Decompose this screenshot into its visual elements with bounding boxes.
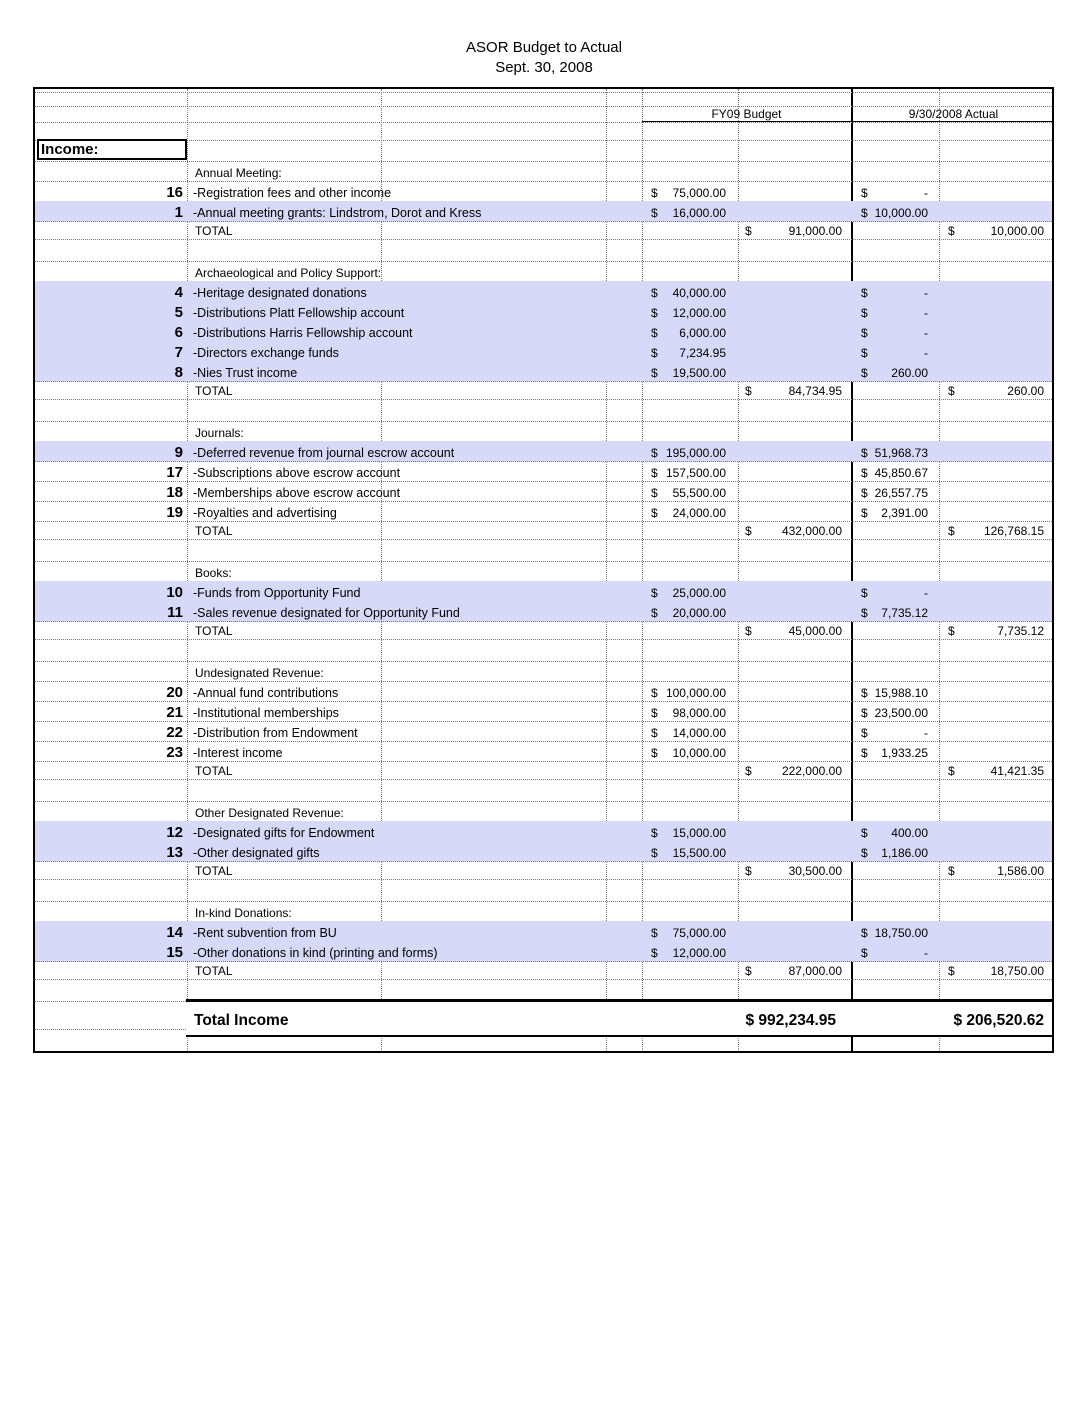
budget-value: 55,500.00 [672,486,726,500]
actual-header: 9/30/2008 Actual [908,107,999,121]
currency-sign: $ [651,366,658,380]
currency-sign: $ [651,446,658,460]
budget-total: 91,000.00 [788,224,842,238]
table-row [35,321,1052,342]
currency-sign: $ [948,384,955,398]
actual-value: - [924,286,928,300]
currency-sign: $ [861,506,868,520]
line-number: 21 [166,704,183,721]
line-label: -Directors exchange funds [193,346,339,360]
actual-value: 15,988.10 [874,686,928,700]
spacer-row [35,639,1052,662]
grid-row [35,122,1052,141]
line-number: 16 [166,184,183,201]
line-number: 10 [166,584,183,601]
grid-row [35,140,1052,162]
spacer-row [35,399,1052,422]
spacer-row [35,239,1052,262]
budget-value: 75,000.00 [672,186,726,200]
budget-value: 6,000.00 [679,326,726,340]
actual-value: - [924,186,928,200]
currency-sign: $ [948,864,955,878]
budget-value: 75,000.00 [672,926,726,940]
currency-sign: $ [861,466,868,480]
line-label: -Distribution from Endowment [193,726,358,740]
budget-value: 19,500.00 [672,366,726,380]
page-title: ASOR Budget to Actual [466,39,622,56]
table-row [35,501,1052,522]
line-label: -Sales revenue designated for Opportunity Fund [193,606,460,620]
actual-total: 18,750.00 [990,964,1044,978]
actual-value: - [924,946,928,960]
currency-sign: $ [948,224,955,238]
budget-value: 12,000.00 [672,946,726,960]
currency-sign: $ [861,486,868,500]
budget-total: 84,734.95 [788,384,842,398]
budget-total: 222,000.00 [781,764,842,778]
total-row [35,961,1052,980]
line-label: -Interest income [193,746,283,760]
actual-value: 23,500.00 [874,706,928,720]
line-number: 12 [166,824,183,841]
actual-value: - [924,306,928,320]
currency-sign: $ [861,826,868,840]
actual-value: - [924,326,928,340]
section-header-row [35,661,1052,682]
line-number: 15 [166,944,183,961]
currency-sign: $ [651,946,658,960]
total-row [35,861,1052,880]
budget-value: 25,000.00 [672,586,726,600]
budget-total: 87,000.00 [788,964,842,978]
section-title: Annual Meeting: [195,166,282,180]
currency-sign: $ [651,286,658,300]
line-number: 1 [174,204,183,221]
budget-value: 20,000.00 [672,606,726,620]
currency-sign: $ [651,706,658,720]
line-label: -Annual fund contributions [193,686,339,700]
currency-sign: $ [861,746,868,760]
actual-value: 7,735.12 [881,606,928,620]
currency-sign: $ [861,846,868,860]
currency-sign: $ [861,306,868,320]
total-row [35,621,1052,640]
line-number: 18 [166,484,183,501]
actual-value: 400.00 [891,826,928,840]
actual-value: 51,968.73 [874,446,928,460]
table-row [35,841,1052,862]
currency-sign: $ [651,586,658,600]
line-label: -Other donations in kind (printing and forms) [193,946,438,960]
currency-sign: $ [861,206,868,220]
line-label: -Royalties and advertising [193,506,337,520]
currency-sign: $ [948,964,955,978]
line-number: 7 [174,344,183,361]
section-header-row [35,901,1052,922]
table-row [35,201,1052,222]
total-label: TOTAL [195,384,233,398]
actual-value: 1,186.00 [881,846,928,860]
spacer-row [35,539,1052,562]
table-row [35,581,1052,602]
currency-sign: $ [651,346,658,360]
line-label: -Annual meeting grants: Lindstrom, Dorot and Kress [193,206,482,220]
budget-value: 100,000.00 [665,686,726,700]
budget-value: 24,000.00 [672,506,726,520]
budget-total: 432,000.00 [781,524,842,538]
actual-value: 260.00 [891,366,928,380]
table-row [35,821,1052,842]
table-row [35,921,1052,942]
section-header-row [35,801,1052,822]
currency-sign: $ [745,624,752,638]
budget-value: 157,500.00 [665,466,726,480]
total-label: TOTAL [195,224,233,238]
line-label: -Heritage designated donations [193,286,367,300]
currency-sign: $ [651,306,658,320]
table-row [35,481,1052,502]
actual-value: 45,850.67 [874,466,928,480]
table-row [35,681,1052,702]
currency-sign: $ [651,506,658,520]
actual-value: - [924,586,928,600]
total-row [35,221,1052,240]
total-label: TOTAL [195,624,233,638]
section-header-row [35,421,1052,442]
currency-sign: $ [948,764,955,778]
budget-header: FY09 Budget [711,107,782,121]
currency-sign: $ [651,486,658,500]
budget-value: 7,234.95 [679,346,726,360]
actual-value: - [924,346,928,360]
total-label: TOTAL [195,524,233,538]
line-number: 14 [166,924,183,941]
currency-sign: $ [861,726,868,740]
currency-sign: $ [651,466,658,480]
currency-sign: $ [651,826,658,840]
currency-sign: $ [948,624,955,638]
currency-sign: $ [651,606,658,620]
actual-value: 18,750.00 [874,926,928,940]
total-row [35,521,1052,540]
grid-row [35,92,1052,107]
actual-value: 1,933.25 [881,746,928,760]
line-label: -Designated gifts for Endowment [193,826,375,840]
currency-sign: $ [651,746,658,760]
line-label: -Distributions Harris Fellowship account [193,326,413,340]
total-row [35,381,1052,400]
budget-value: 14,000.00 [672,726,726,740]
table-row [35,701,1052,722]
currency-sign: $ [861,186,868,200]
actual-value: 10,000.00 [874,206,928,220]
table-row [35,741,1052,762]
income-label: Income: [37,139,187,160]
currency-sign: $ [651,726,658,740]
currency-sign: $ [745,864,752,878]
actual-total: 10,000.00 [990,224,1044,238]
budget-value: 16,000.00 [672,206,726,220]
spacer-row [35,779,1052,802]
section-title: Journals: [195,426,244,440]
grand-total-budget: $ 992,234.95 [745,1012,836,1029]
line-label: -Distributions Platt Fellowship account [193,306,405,320]
line-number: 22 [166,724,183,741]
currency-sign: $ [861,926,868,940]
line-label: -Institutional memberships [193,706,339,720]
line-number: 9 [174,444,183,461]
currency-sign: $ [745,964,752,978]
table-row [35,181,1052,202]
currency-sign: $ [651,686,658,700]
line-number: 20 [166,684,183,701]
line-label: -Funds from Opportunity Fund [193,586,361,600]
currency-sign: $ [861,366,868,380]
line-label: -Nies Trust income [193,366,298,380]
actual-value: 26,557.75 [874,486,928,500]
total-label: TOTAL [195,764,233,778]
total-label: TOTAL [195,864,233,878]
currency-sign: $ [651,926,658,940]
table-row [35,361,1052,382]
currency-sign: $ [861,606,868,620]
currency-sign: $ [861,586,868,600]
table-row [35,461,1052,482]
currency-sign: $ [651,846,658,860]
section-header-row [35,561,1052,582]
budget-value: 40,000.00 [672,286,726,300]
line-number: 19 [166,504,183,521]
section-header-row [35,161,1052,182]
grand-total-row [186,999,1052,1037]
section-title: Other Designated Revenue: [195,806,344,820]
currency-sign: $ [861,706,868,720]
table-row [35,721,1052,742]
table-row [35,941,1052,962]
page-subtitle: Sept. 30, 2008 [495,59,593,76]
actual-value: 2,391.00 [881,506,928,520]
table-row [35,441,1052,462]
grand-total-label: Total Income [194,1012,289,1029]
budget-value: 195,000.00 [665,446,726,460]
budget-value: 10,000.00 [672,746,726,760]
currency-sign: $ [651,326,658,340]
budget-value: 15,000.00 [672,826,726,840]
actual-total: 260.00 [1007,384,1044,398]
budget-value: 12,000.00 [672,306,726,320]
budget-total: 45,000.00 [788,624,842,638]
budget-value: 98,000.00 [672,706,726,720]
section-title: Undesignated Revenue: [195,666,324,680]
total-row [35,761,1052,780]
line-number: 6 [174,324,183,341]
line-number: 13 [166,844,183,861]
line-number: 23 [166,744,183,761]
line-number: 5 [174,304,183,321]
line-label: -Deferred revenue from journal escrow account [193,446,455,460]
table-row [35,341,1052,362]
section-title: Books: [195,566,232,580]
table-row [35,601,1052,622]
currency-sign: $ [745,524,752,538]
currency-sign: $ [861,446,868,460]
line-label: -Subscriptions above escrow account [193,466,401,480]
section-title: Archaeological and Policy Support: [195,266,382,280]
currency-sign: $ [651,206,658,220]
line-label: -Rent subvention from BU [193,926,337,940]
currency-sign: $ [745,764,752,778]
currency-sign: $ [651,186,658,200]
line-label: -Registration fees and other income [193,186,392,200]
line-label: -Other designated gifts [193,846,320,860]
line-label: -Memberships above escrow account [193,486,401,500]
table-row [35,301,1052,322]
currency-sign: $ [745,384,752,398]
budget-value: 15,500.00 [672,846,726,860]
spacer-row [35,879,1052,902]
currency-sign: $ [861,346,868,360]
section-header-row [35,261,1052,282]
currency-sign: $ [861,686,868,700]
line-number: 11 [167,604,183,621]
actual-total: 41,421.35 [990,764,1044,778]
actual-total: 7,735.12 [997,624,1044,638]
currency-sign: $ [861,286,868,300]
actual-value: - [924,726,928,740]
currency-sign: $ [745,224,752,238]
section-title: In-kind Donations: [195,906,292,920]
currency-sign: $ [861,946,868,960]
budget-sheet [33,87,1054,1053]
table-row [35,281,1052,302]
budget-total: 30,500.00 [788,864,842,878]
actual-total: 126,768.15 [983,524,1044,538]
currency-sign: $ [861,326,868,340]
line-number: 4 [174,284,183,301]
actual-total: 1,586.00 [997,864,1044,878]
line-number: 17 [166,464,183,481]
total-label: TOTAL [195,964,233,978]
grand-total-actual: $ 206,520.62 [953,1012,1044,1029]
currency-sign: $ [948,524,955,538]
line-number: 8 [174,364,183,381]
